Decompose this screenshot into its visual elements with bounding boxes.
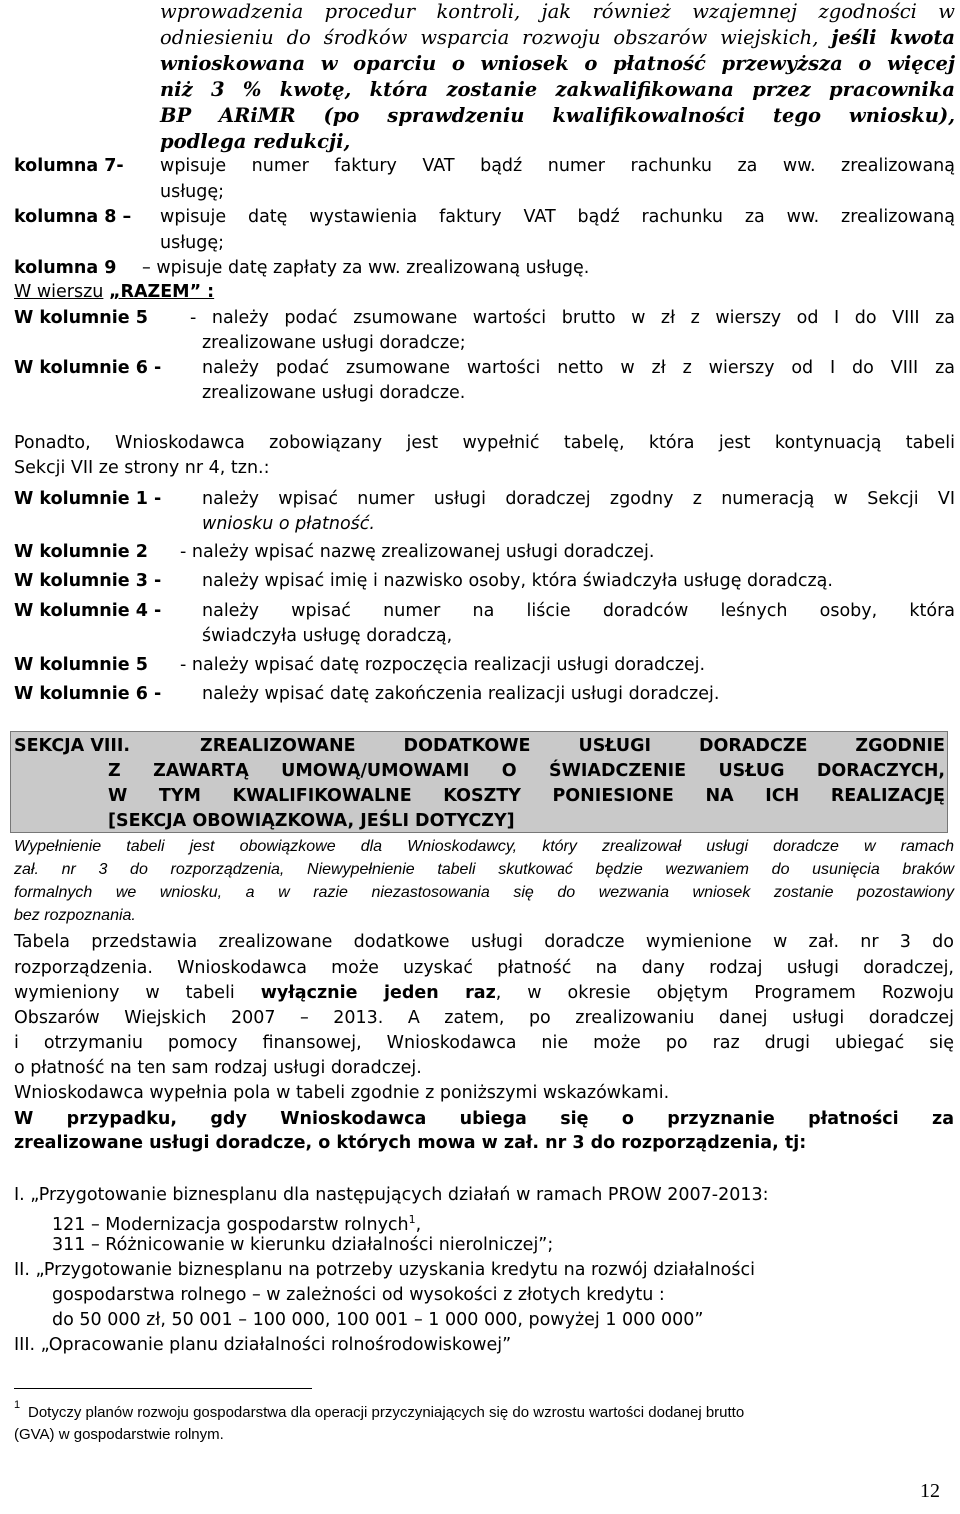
ponadto-line-2: Sekcji VII ze strony nr 4, tzn.: <box>14 458 270 478</box>
k8-cont: usługę; <box>160 233 225 253</box>
list-k1-label: W kolumnie 1 - <box>14 489 162 509</box>
k8-label: kolumna 8 – <box>14 207 132 227</box>
section-8-label: SEKCJA VIII. <box>14 736 131 756</box>
tabela-line-2: rozporządzenia. Wnioskodawca może uzyskać płatność na dany rodzaj usługi doradczej, <box>14 958 954 978</box>
roman-i-b: 311 – Różnicowanie w kierunku działalności nierolniczej”; <box>52 1235 554 1255</box>
tabela-line-7: Wnioskodawca wypełnia pola w tabeli zgodnie z poniższymi wskazówkami. <box>14 1083 670 1103</box>
list-k1-cont: wniosku o płatność. <box>202 514 375 534</box>
razem-heading: W wierszu „RAZEM” : <box>14 282 215 302</box>
k7-cont: usługę; <box>160 182 225 202</box>
k9-text: – wpisuje datę zapłaty za ww. zrealizowaną usługę. <box>142 258 590 278</box>
razem-k5-label: W kolumnie 5 <box>14 308 148 328</box>
note-line-2: zał. nr 3 do rozporządzenia, Niewypełnienie tabeli skutkować będzie wezwaniem do usunięcia braków <box>14 861 954 878</box>
list-k1-text: należy wpisać numer usługi doradczej zgodny z numeracją w Sekcji VI <box>202 489 955 509</box>
ponadto-line-1: Ponadto, Wnioskodawca zobowiązany jest wypełnić tabelę, która jest kontynuacją tabeli <box>14 433 955 453</box>
intro-line-2: odniesieniu do środków wsparcia rozwoju obszarów wiejskich, jeśli kwota <box>160 26 955 49</box>
intro-line-5: BP ARiMR (po sprawdzeniu kwalifikowalności tego wniosku), <box>160 104 955 127</box>
section-8-title-2: Z ZAWARTĄ UMOWĄ/UMOWAMI O ŚWIADCZENIE USŁUG DORACZYCH, <box>108 761 945 781</box>
list-k4-text: należy wpisać numer na liście doradców leśnych osoby, która <box>202 601 955 621</box>
list-k3-label: W kolumnie 3 - <box>14 571 162 591</box>
razem-k5-text: - należy podać zsumowane wartości brutto w zł z wierszy od I do VIII za <box>190 308 955 328</box>
note-line-3: formalnych we wniosku, a w razie niezastosowania się do wezwania wniosek zostanie pozostawiony <box>14 884 954 901</box>
razem-k6-cont: zrealizowane usługi doradcze. <box>202 383 466 403</box>
list-k5-label: W kolumnie 5 <box>14 655 148 675</box>
roman-iii: III. „Opracowanie planu działalności rolnośrodowiskowej” <box>14 1335 512 1355</box>
intro-line-3: wnioskowana w oparciu o wniosek o płatność przewyższa o więcej <box>160 52 955 75</box>
note-line-1: Wypełnienie tabeli jest obowiązkowe dla Wnioskodawcy, który zrealizował usługi doradcze w ramach <box>14 838 954 855</box>
footnote-line-2: (GVA) w gospodarstwie rolnym. <box>14 1426 224 1443</box>
intro-line-1: wprowadzenia procedur kontroli, jak również wzajemnej zgodności w <box>160 0 955 23</box>
razem-k5-cont: zrealizowane usługi doradcze; <box>202 333 466 353</box>
roman-i-a: 121 – Modernizacja gospodarstw rolnych$^1$, <box>52 1213 422 1235</box>
footnote-rule <box>14 1388 312 1389</box>
section-8-title-3: W TYM KWALIFIKOWALNE KOSZTY PONIESIONE NA ICH REALIZACJĘ <box>108 786 945 806</box>
list-k4-label: W kolumnie 4 - <box>14 601 162 621</box>
list-k5-text: - należy wpisać datę rozpoczęcia realizacji usługi doradczej. <box>180 655 706 675</box>
tabela-line-9: zrealizowane usługi doradcze, o których mowa w zał. nr 3 do rozporządzenia, tj: <box>14 1133 807 1153</box>
k7-label: kolumna 7- <box>14 156 124 176</box>
footnote-line-1: Dotyczy planów rozwoju gospodarstwa dla operacji przyczyniających się do wzrostu wartości dodanej brutto <box>28 1404 745 1421</box>
tabela-line-5: i otrzymaniu pomocy finansowej, Wnioskodawca nie może po raz drugi ubiegać się <box>14 1033 954 1053</box>
roman-i: I. „Przygotowanie biznesplanu dla następujących działań w ramach PROW 2007-2013: <box>14 1185 769 1205</box>
list-k2-label: W kolumnie 2 <box>14 542 148 562</box>
tabela-line-1: Tabela przedstawia zrealizowane dodatkowe usługi doradcze wymienione w zał. nr 3 do <box>14 932 954 952</box>
razem-k6-text: należy podać zsumowane wartości netto w zł z wierszy od I do VIII za <box>202 358 955 378</box>
intro-line-6: podlega redukcji, <box>160 130 351 153</box>
section-8-title-1: ZREALIZOWANE DODATKOWE USŁUGI DORADCZE ZGODNIE <box>200 736 945 756</box>
page-number: 12 <box>920 1480 940 1502</box>
k7-text: wpisuje numer faktury VAT bądź numer rachunku za ww. zrealizowaną <box>160 156 955 176</box>
roman-ii: II. „Przygotowanie biznesplanu na potrzeby uzyskania kredytu na rozwój działalności <box>14 1260 755 1280</box>
roman-ii-a: gospodarstwa rolnego – w zależności od wysokości z złotych kredytu : <box>52 1285 665 1305</box>
tabela-line-3: wymieniony w tabeli wyłącznie jeden raz, w okresie objętym Programem Rozwoju <box>14 983 955 1003</box>
list-k4-cont: świadczyła usługę doradczą, <box>202 626 453 646</box>
footnote-number: 1 <box>14 1399 21 1411</box>
tabela-line-6: o płatność na ten sam rodzaj usługi doradczej. <box>14 1058 422 1078</box>
razem-k6-label: W kolumnie 6 - <box>14 358 162 378</box>
section-8-title-4: [SEKCJA OBOWIĄZKOWA, JEŚLI DOTYCZY] <box>108 811 515 831</box>
intro-line-4: niż 3 % kwotę, która zostanie zakwalifikowana przez pracownika <box>160 78 955 101</box>
list-k2-text: - należy wpisać nazwę zrealizowanej usługi doradczej. <box>180 542 655 562</box>
tabela-line-8: W przypadku, gdy Wnioskodawca ubiega się o przyznanie płatności za <box>14 1109 954 1129</box>
list-k3-text: należy wpisać imię i nazwisko osoby, która świadczyła usługę doradczą. <box>202 571 833 591</box>
note-line-4: bez rozpoznania. <box>14 907 136 924</box>
tabela-line-4: Obszarów Wiejskich 2007 – 2013. A zatem, po zrealizowaniu danej usługi doradczej <box>14 1008 954 1028</box>
k9-label: kolumna 9 <box>14 258 117 278</box>
roman-ii-b: do 50 000 zł, 50 001 – 100 000, 100 001 – 1 000 000, powyżej 1 000 000” <box>52 1310 704 1330</box>
k8-text: wpisuje datę wystawienia faktury VAT bądź rachunku za ww. zrealizowaną <box>160 207 955 227</box>
list-k6-label: W kolumnie 6 - <box>14 684 162 704</box>
list-k6-text: należy wpisać datę zakończenia realizacji usługi doradczej. <box>202 684 720 704</box>
